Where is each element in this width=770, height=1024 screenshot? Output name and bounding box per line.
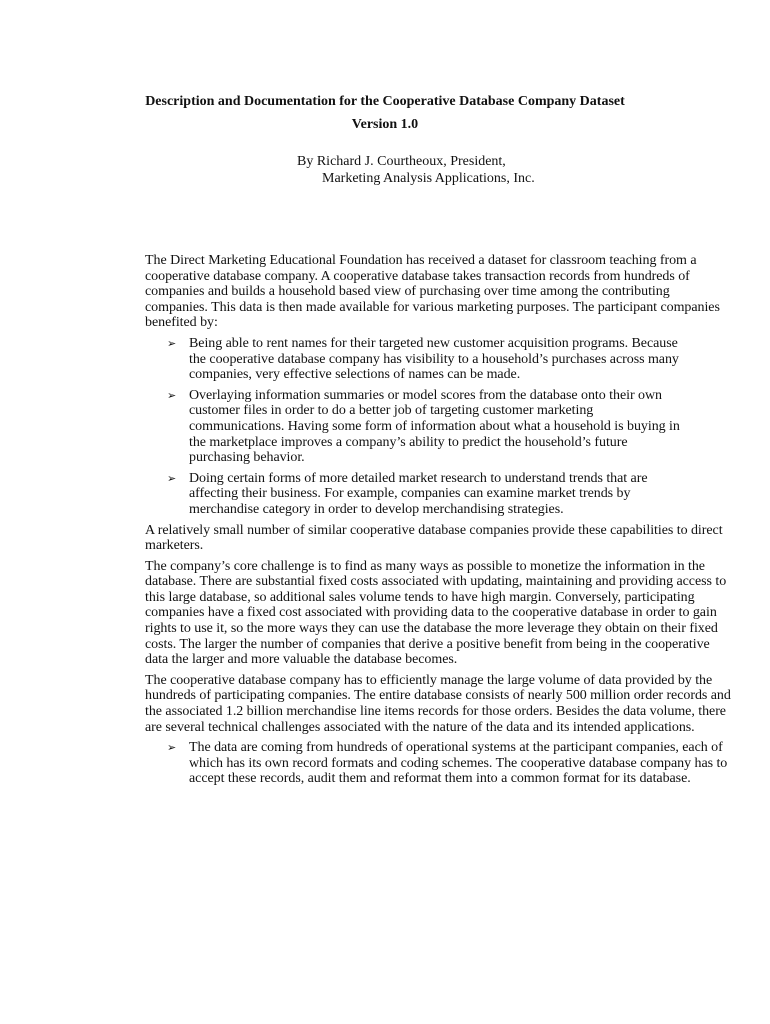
list-item-text: Doing certain forms of more detailed market research to understand trends that are affecting their business. For example, companies can examine market trends by merchandise category in order to develop merchandising strategies. xyxy=(189,470,648,517)
challenges-list xyxy=(145,740,735,787)
document-version: Version 1.0 xyxy=(351,117,419,132)
list-item xyxy=(145,471,691,518)
author-company-line: Marketing Analysis Applications, Inc. xyxy=(322,171,535,186)
paragraph-data-management: The cooperative database company has to efficiently manage the large volume of data provided by the hundreds of participating companies. The entire database consists of nearly 500 million order records and the associated 1.2 billion merchandise line items records for those orders. Besides the data volume, there are several technical challenges associated with the nature of the data and its intended applications. xyxy=(145,672,731,735)
document-body xyxy=(145,253,735,792)
list-item-text: Being able to rent names for their targeted new customer acquisition programs. Because the cooperative database company has visibility to a household’s purchases across many companies, very effective selections of names can be made. xyxy=(189,335,679,383)
list-item xyxy=(145,388,691,466)
list-item-text: Overlaying information summaries or model scores from the database onto their own customer files in order to do a better job of targeting customer marketing communications. Having some form of information about what a household is buying in the marketplace improves a company’s ability to predict the household’s future purchasing behavior. xyxy=(189,387,680,466)
arrow-bullet-icon: ➢ xyxy=(167,336,177,350)
arrow-bullet-icon: ➢ xyxy=(167,388,177,402)
intro-paragraph: The Direct Marketing Educational Foundation has received a dataset for classroom teaching from a cooperative database company. A cooperative database takes transaction records from hundreds of companies and builds a household based view of purchasing over time among the contributing companies. This data is then made available for various marketing purposes. The participant companies benefited by: xyxy=(145,253,720,331)
list-item xyxy=(145,336,691,383)
author-byline xyxy=(297,153,535,187)
paragraph-core-challenge: The company’s core challenge is to find as many ways as possible to monetize the information in the database. There are substantial fixed costs associated with updating, maintaining and providing access to this large database, so additional sales volume tends to have high margin. Conversely, participating companies have a fixed cost associated with providing data to the cooperative database in order to gain rights to use it, so the more ways they can use the database the more leverage they obtain on their fixed costs. The larger the number of companies that derive a positive benefit from being in the cooperative data the larger and more valuable the database becomes. xyxy=(145,558,727,668)
arrow-bullet-icon: ➢ xyxy=(167,741,177,755)
list-item xyxy=(145,740,744,787)
document-title: Description and Documentation for the Cooperative Database Company Dataset xyxy=(145,94,625,109)
author-name-line: By Richard J. Courtheoux, President, xyxy=(297,154,506,169)
list-item-text: The data are coming from hundreds of operational systems at the participant companies, each of which has its own record formats and coding schemes. The cooperative database company has to accept these records, audit them and reformat them into a common format for its database. xyxy=(189,740,728,787)
paragraph-competitors: A relatively small number of similar cooperative database companies provide these capabilities to direct marketers. xyxy=(145,522,723,554)
benefits-list xyxy=(145,336,691,518)
arrow-bullet-icon: ➢ xyxy=(167,471,177,485)
